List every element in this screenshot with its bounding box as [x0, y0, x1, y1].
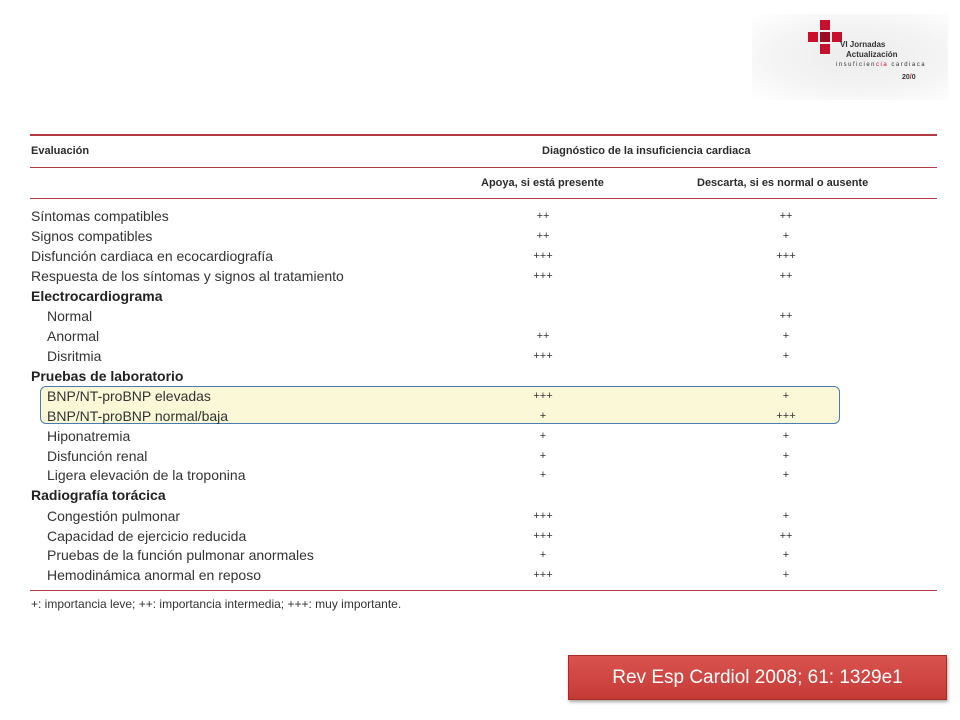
- row-discard: +: [782, 230, 790, 242]
- row-support: +++: [533, 390, 553, 402]
- logo-title-line2: Actualización: [846, 50, 898, 59]
- row-discard: +: [782, 510, 790, 522]
- header-diagnostico: Diagnóstico de la insuficiencia cardiaca: [542, 145, 751, 157]
- row-discard: +: [782, 390, 790, 402]
- table-row: [0, 346, 960, 366]
- row-support: +++: [533, 530, 553, 542]
- row-label: Disfunción cardiaca en ecocardiografía: [31, 248, 274, 264]
- table-row: [0, 465, 960, 485]
- row-discard: +: [782, 569, 790, 581]
- row-discard: +++: [776, 250, 796, 262]
- table-row: [0, 326, 960, 346]
- row-discard: +: [782, 450, 790, 462]
- section-label: Pruebas de laboratorio: [31, 368, 184, 384]
- table-row: [0, 266, 960, 286]
- row-support: +: [539, 469, 547, 481]
- row-discard: +: [782, 430, 790, 442]
- table-subheader-rule: [30, 198, 937, 199]
- row-label: Anormal: [47, 328, 100, 344]
- table-legend: +: importancia leve; ++: importancia intermedia; +++: muy importante.: [31, 597, 402, 611]
- table-row: [0, 545, 960, 565]
- table-row: [0, 565, 960, 585]
- section-label: Electrocardiograma: [31, 288, 163, 304]
- row-label: Normal: [47, 308, 93, 324]
- table-bottom-rule: [30, 590, 937, 591]
- conference-logo: [752, 14, 948, 100]
- row-discard: +: [782, 330, 790, 342]
- table-row: [0, 526, 960, 546]
- row-support: ++: [536, 210, 550, 222]
- table-row: [0, 386, 960, 406]
- table-row: [0, 306, 960, 326]
- row-support: +++: [533, 350, 553, 362]
- section-row-radiografia: [0, 485, 960, 505]
- table-row: [0, 206, 960, 226]
- row-label: BNP/NT-proBNP elevadas: [47, 388, 211, 404]
- row-label: Signos compatibles: [31, 228, 153, 244]
- logo-title-line1: VI Jornadas: [840, 40, 886, 49]
- row-support: +++: [533, 569, 553, 581]
- row-support: ++: [536, 230, 550, 242]
- table-row: [0, 506, 960, 526]
- table-row: [0, 246, 960, 266]
- row-support: +: [539, 549, 547, 561]
- logo-subtitle: insuficiencia cardiaca: [836, 62, 927, 68]
- row-label: Síntomas compatibles: [31, 208, 169, 224]
- row-label: Pruebas de la función pulmonar anormales: [47, 547, 314, 563]
- row-label: Congestión pulmonar: [47, 508, 181, 524]
- row-label: Disritmia: [47, 348, 102, 364]
- row-label: BNP/NT-proBNP normal/baja: [47, 408, 229, 424]
- section-row-electrocardiograma: [0, 286, 960, 306]
- row-label: Ligera elevación de la troponina: [47, 467, 246, 483]
- header-apoya: Apoya, si está presente: [481, 177, 604, 189]
- table-top-rule: [30, 134, 937, 136]
- logo-year: 20/0: [902, 74, 916, 81]
- row-support: +++: [533, 270, 553, 282]
- table-row: [0, 406, 960, 426]
- section-label: Radiografía torácica: [31, 487, 166, 503]
- table-row: [0, 446, 960, 466]
- citation-box: Rev Esp Cardiol 2008; 61: 1329e1: [568, 655, 947, 700]
- row-discard: ++: [779, 530, 793, 542]
- row-support: ++: [536, 330, 550, 342]
- header-descarta: Descarta, si es normal o ausente: [697, 177, 869, 189]
- row-label: Capacidad de ejercicio reducida: [47, 528, 247, 544]
- row-support: +: [539, 450, 547, 462]
- logo-mark-icon: [808, 20, 842, 54]
- row-discard: ++: [779, 210, 793, 222]
- table-row: [0, 426, 960, 446]
- row-discard: +: [782, 350, 790, 362]
- row-label: Disfunción renal: [47, 448, 148, 464]
- header-evaluacion: Evaluación: [31, 145, 90, 157]
- row-discard: ++: [779, 270, 793, 282]
- row-label: Hemodinámica anormal en reposo: [47, 567, 261, 583]
- row-discard: +: [782, 549, 790, 561]
- row-discard: ++: [779, 310, 793, 322]
- row-support: +++: [533, 250, 553, 262]
- row-discard: +: [782, 469, 790, 481]
- row-support: +++: [533, 510, 553, 522]
- row-label: Hiponatremia: [47, 428, 131, 444]
- row-support: +: [539, 410, 547, 422]
- section-row-pruebas-laboratorio: [0, 366, 960, 386]
- table-header-rule: [30, 167, 937, 168]
- table-row: [0, 226, 960, 246]
- row-discard: +++: [776, 410, 796, 422]
- row-label: Respuesta de los síntomas y signos al tratamiento: [31, 268, 344, 284]
- row-support: +: [539, 430, 547, 442]
